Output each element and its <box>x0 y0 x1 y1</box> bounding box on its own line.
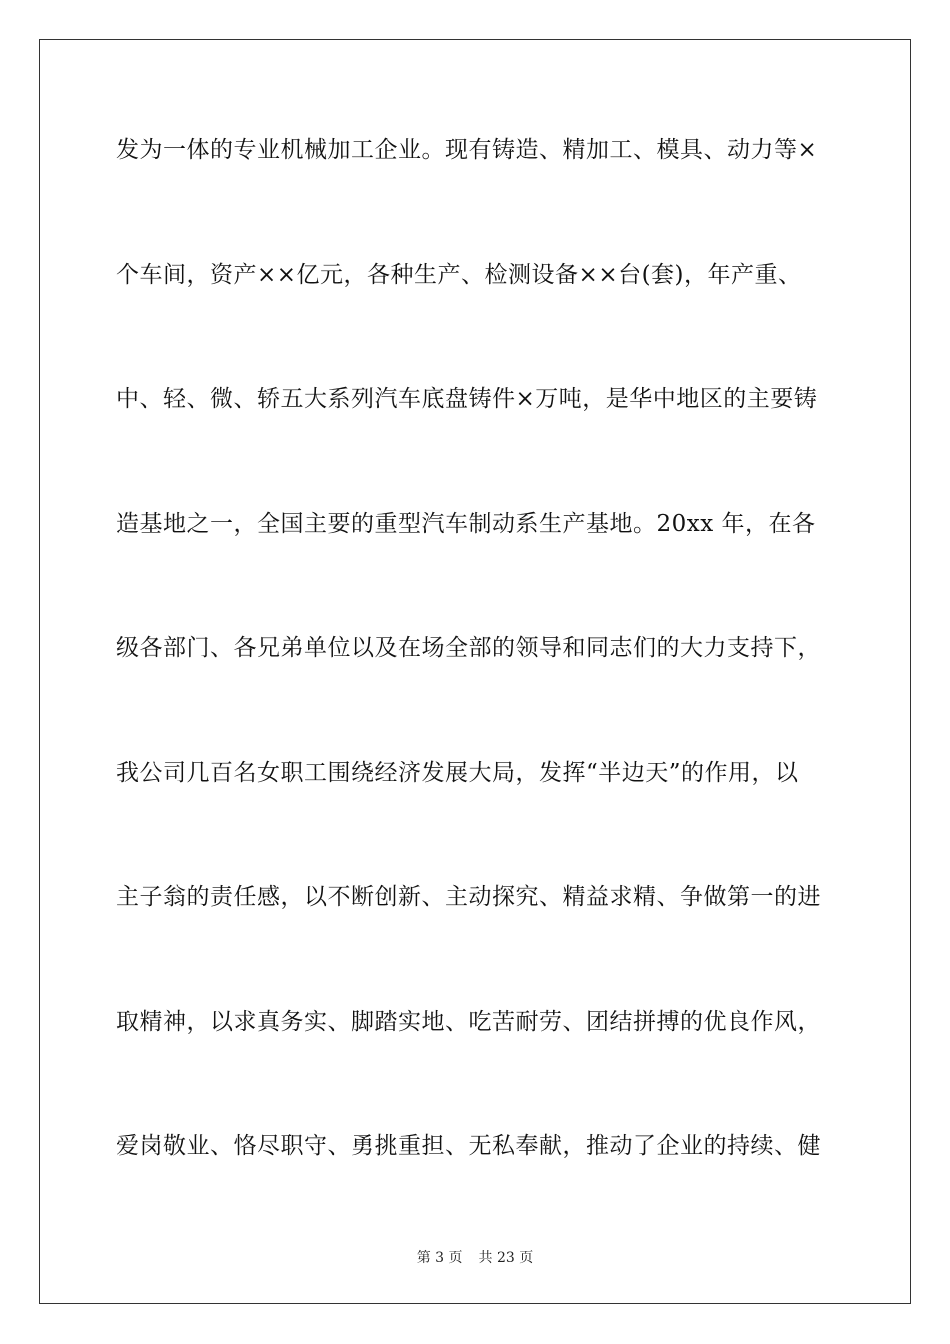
page-total: 共 23 页 <box>478 1250 534 1266</box>
text-line: 爱岗敬业、恪尽职守、勇挑重担、无私奉献，推动了企业的持续、健 <box>116 1133 821 1159</box>
text-line: 级各部门、各兄弟单位以及在场全部的领导和同志们的大力支持下， <box>116 635 821 661</box>
text-line: 我公司几百名女职工围绕经济发展大局，发挥“半边天”的作用，以 <box>116 759 799 786</box>
text-line: 个车间，资产××亿元，各种生产、检测设备××台(套)，年产重、 <box>116 261 802 288</box>
page-number: 第 3 页 <box>416 1250 463 1266</box>
document-body <box>116 130 836 1251</box>
text-line: 中、轻、微、轿五大系列汽车底盘铸件×万吨，是华中地区的主要铸 <box>116 386 818 412</box>
text-line: 主子翁的责任感，以不断创新、主动探究、精益求精、争做第一的进 <box>116 884 821 910</box>
text-line: 造基地之一，全国主要的重型汽车制动系生产基地。20xx 年，在各 <box>116 510 816 537</box>
text-line: 发为一体的专业机械加工企业。现有铸造、精加工、模具、动力等× <box>116 137 818 163</box>
page-footer <box>0 1247 950 1267</box>
text-line: 取精神，以求真务实、脚踏实地、吃苦耐劳、团结拼搏的优良作风， <box>116 1008 821 1035</box>
